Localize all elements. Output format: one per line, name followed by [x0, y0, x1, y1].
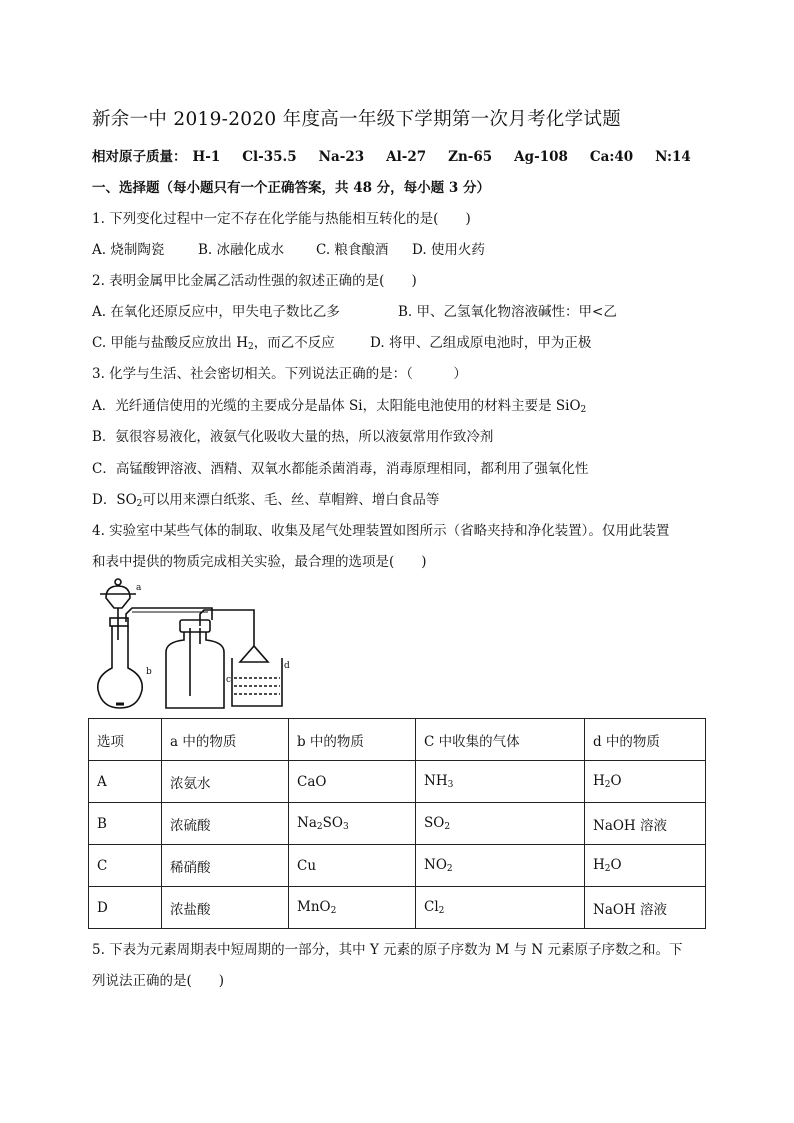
atomic-masses-label: 相对原子质量： [92, 149, 187, 165]
subscript: 2 [136, 499, 143, 509]
question-5-stem-line2: 列说法正确的是( ) [92, 973, 225, 989]
cell-a: 浓盐酸 [162, 887, 289, 929]
cell-option: B [89, 803, 162, 845]
subscript: 2 [444, 822, 451, 832]
cell-c-text: NO [424, 857, 447, 873]
subscript: 2 [438, 906, 445, 916]
option-c: C. 粮食酿酒 [316, 242, 389, 258]
cell-b-text-end: $SO_3$ [322, 815, 349, 832]
cell-b [289, 845, 416, 887]
label-b: b [146, 667, 152, 677]
atomic-mass-item: N:14 [655, 149, 691, 165]
question-4-stem-line1: 4. 实验室中某些气体的制取、收集及尾气处理装置如图所示（省略夹持和净化装置）。仅用此装置 [92, 523, 670, 539]
atomic-mass-item: Zn-65 [448, 149, 493, 165]
question-4-stem-line2: 和表中提供的物质完成相关实验，最合理的选项是( ) [92, 554, 427, 570]
cell-option: A [89, 761, 162, 803]
cell-d [585, 803, 706, 845]
label-a: a [136, 583, 142, 593]
question-3-option-d [92, 488, 439, 509]
cell-b [289, 803, 416, 845]
question-3-stem: 3. 化学与生活、社会密切相关。下列说法正确的是：（ ） [92, 366, 467, 382]
option-b: B. 甲、乙氢氧化物溶液碱性：甲<乙 [398, 304, 617, 320]
options-table [88, 718, 706, 929]
cell-b [289, 887, 416, 929]
cell-c-text: NH [424, 773, 448, 789]
atomic-mass-item: Cl-35.5 [242, 149, 297, 165]
cell-d [585, 887, 706, 929]
cell-d-text: H [593, 773, 605, 789]
section-heading: 一、选择题（每小题只有一个正确答案，共 48 分，每小题 3 分） [92, 180, 490, 196]
cell-option: C [89, 845, 162, 887]
option-a: A. 烧制陶瓷 [92, 242, 165, 258]
subscript: 2 [248, 342, 254, 352]
cell-a: 稀硝酸 [162, 845, 289, 887]
table-header: d 中的物质 [585, 719, 706, 761]
question-1-options [92, 238, 485, 258]
question-2-options-cd [92, 331, 591, 352]
option-b: B. 冰融化成水 [198, 242, 285, 258]
cell-a: 浓硫酸 [162, 803, 289, 845]
atomic-mass-item: Na-23 [318, 149, 365, 165]
subscript: 2 [604, 864, 611, 874]
cell-c-text: Cl [424, 899, 439, 915]
subscript: 2 [330, 906, 337, 916]
question-1-stem: 1. 下列变化过程中一定不存在化学能与热能相互转化的是( ) [92, 211, 471, 227]
subscript: 2 [604, 780, 611, 790]
table-row [89, 803, 706, 845]
gas-apparatus-diagram [92, 578, 298, 714]
atomic-mass-item: Al-27 [386, 149, 427, 165]
subscript: 2 [446, 864, 453, 874]
label-d: d [284, 661, 290, 671]
table-header: a 中的物质 [162, 719, 289, 761]
cell-d-text: NaOH 溶液 [593, 817, 667, 834]
option-c-text-end: ，而乙不反应 [253, 335, 335, 351]
cell-c [416, 845, 585, 887]
subscript: 2 [580, 405, 587, 415]
cell-a: 浓氨水 [162, 761, 289, 803]
cell-option: D [89, 887, 162, 929]
cell-d-text: H [593, 857, 605, 873]
atomic-masses [92, 145, 713, 165]
question-2-stem: 2. 表明金属甲比金属乙活动性强的叙述正确的是( ) [92, 273, 417, 289]
cell-b-text: Na [297, 815, 317, 831]
option-d-text-end: 可以用来漂白纸浆、毛、丝、草帽辫、增白食品等 [142, 492, 440, 508]
cell-d [585, 845, 706, 887]
option-a-text: A．光纤通信使用的光缆的主要成分是晶体 Si，太阳能电池使用的材料主要是 SiO [92, 398, 581, 414]
table-row [89, 761, 706, 803]
question-2-options-ab [92, 300, 617, 320]
atomic-mass-item: Ag-108 [514, 149, 568, 165]
question-5-stem-line1: 5. 下表为元素周期表中短周期的一部分，其中 Y 元素的原子序数为 M 与 N 元素原子序数之和。下 [92, 942, 683, 958]
subscript: 3 [447, 780, 454, 790]
atomic-mass-item: H-1 [192, 149, 221, 165]
cell-c [416, 761, 585, 803]
round-bottom-flask [98, 618, 142, 708]
cell-d-text: NaOH 溶液 [593, 901, 667, 918]
table-header-row [89, 719, 706, 761]
question-3-option-c: C．高锰酸钾溶液、酒精、双氧水都能杀菌消毒，消毒原理相同，都利用了强氧化性 [92, 461, 589, 477]
cell-d [585, 761, 706, 803]
cell-c [416, 887, 585, 929]
option-a: A. 在氧化还原反应中，甲失电子数比乙多 [92, 304, 340, 320]
option-d: D. 使用火药 [412, 242, 485, 258]
cell-b-text: CaO [297, 773, 327, 790]
table-row [89, 887, 706, 929]
table-header: C 中收集的气体 [416, 719, 585, 761]
table-row [89, 845, 706, 887]
question-3-option-b: B．氨很容易液化，液氨气化吸收大量的热，所以液氨常用作致冷剂 [92, 429, 494, 445]
outlet-tube [200, 610, 254, 638]
option-d-text: D．SO [92, 492, 137, 508]
table-header: b 中的物质 [289, 719, 416, 761]
subscript: 2 [316, 822, 323, 832]
cell-c-text: SO [424, 815, 445, 831]
option-c-text: C. 甲能与盐酸反应放出 H [92, 335, 248, 351]
question-3-option-a [92, 394, 586, 415]
option-d: D. 将甲、乙组成原电池时，甲为正极 [370, 335, 592, 351]
option-c [92, 331, 370, 352]
cell-b-text: Cu [297, 857, 317, 874]
cell-b-text: MnO [297, 899, 331, 915]
table-header: 选项 [89, 719, 162, 761]
cell-b [289, 761, 416, 803]
label-c: c [226, 675, 232, 685]
absorption-beaker [232, 638, 282, 706]
atomic-mass-item: Ca:40 [589, 149, 634, 165]
cell-d-text-end: O [610, 857, 622, 873]
exam-title: 新余一中 2019-2020 年度高一年级下学期第一次月考化学试题 [92, 109, 622, 130]
collection-bottle [166, 620, 224, 708]
cell-c [416, 803, 585, 845]
cell-d-text-end: O [610, 773, 622, 789]
